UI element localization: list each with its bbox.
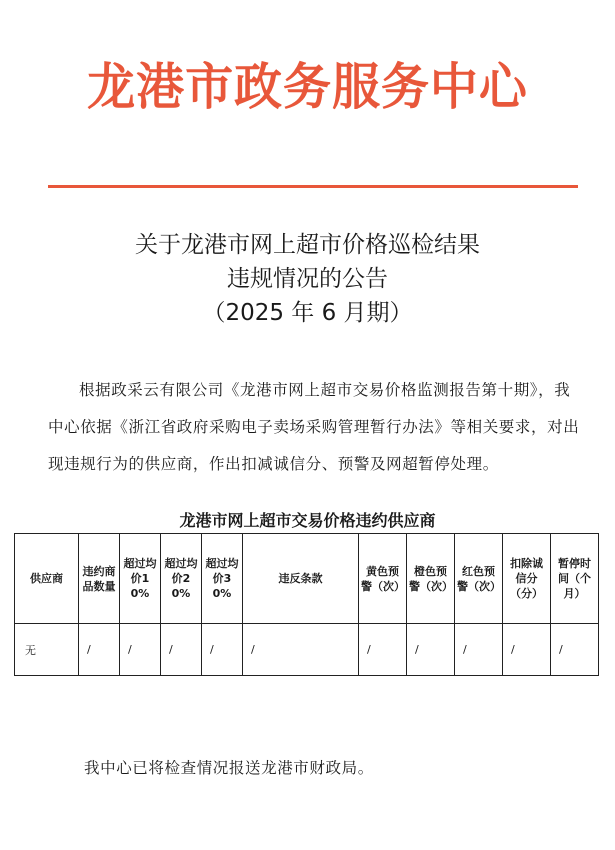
masthead-divider	[48, 185, 578, 188]
cell-supplier: 无	[15, 624, 79, 676]
notice-title-period: （2025 年 6 月期）	[202, 300, 413, 326]
cell-orange-warning: /	[407, 624, 455, 676]
header-over-average-20: 超过均价20%	[161, 534, 202, 624]
header-violated-clause: 违反条款	[243, 534, 359, 624]
masthead-title: 龙港市政务服务中心	[87, 58, 528, 116]
cell-over-average-20: /	[161, 624, 202, 676]
notice-title	[0, 228, 615, 330]
header-orange-warning: 橙色预警（次）	[407, 534, 455, 624]
closing-statement: 我中心已将检查情况报送龙港市财政局。	[84, 759, 374, 777]
violation-table	[14, 533, 599, 676]
cell-violated-clause: /	[243, 624, 359, 676]
notice-body: 根据政采云有限公司《龙港市网上超市交易价格监测报告第十期》，我中心依据《浙江省政府采购电子卖场采购管理暂行办法》等相关要求，对出现违规行为的供应商，作出扣减诚信分、预警及网超暂停处理。	[48, 381, 580, 473]
header-credit-deduction: 扣除诚信分（分）	[503, 534, 551, 624]
header-suspension-period: 暂停时间（个月）	[551, 534, 599, 624]
header-over-average-30: 超过均价30%	[202, 534, 243, 624]
header-violating-item-count: 违约商品数量	[79, 534, 120, 624]
cell-suspension-period: /	[551, 624, 599, 676]
notice-title-line-2: 违规情况的公告	[227, 266, 388, 292]
cell-red-warning: /	[455, 624, 503, 676]
cell-over-average-10: /	[120, 624, 161, 676]
cell-yellow-warning: /	[359, 624, 407, 676]
header-red-warning: 红色预警（次）	[455, 534, 503, 624]
table-header-row	[15, 534, 599, 624]
cell-violating-item-count: /	[79, 624, 120, 676]
table-caption: 龙港市网上超市交易价格违约供应商	[179, 511, 436, 530]
cell-over-average-30: /	[202, 624, 243, 676]
header-over-average-10: 超过均价10%	[120, 534, 161, 624]
table-row	[15, 624, 599, 676]
header-supplier: 供应商	[15, 534, 79, 624]
header-yellow-warning: 黄色预警（次）	[359, 534, 407, 624]
cell-credit-deduction: /	[503, 624, 551, 676]
notice-title-line-1: 关于龙港市网上超市价格巡检结果	[135, 232, 480, 258]
